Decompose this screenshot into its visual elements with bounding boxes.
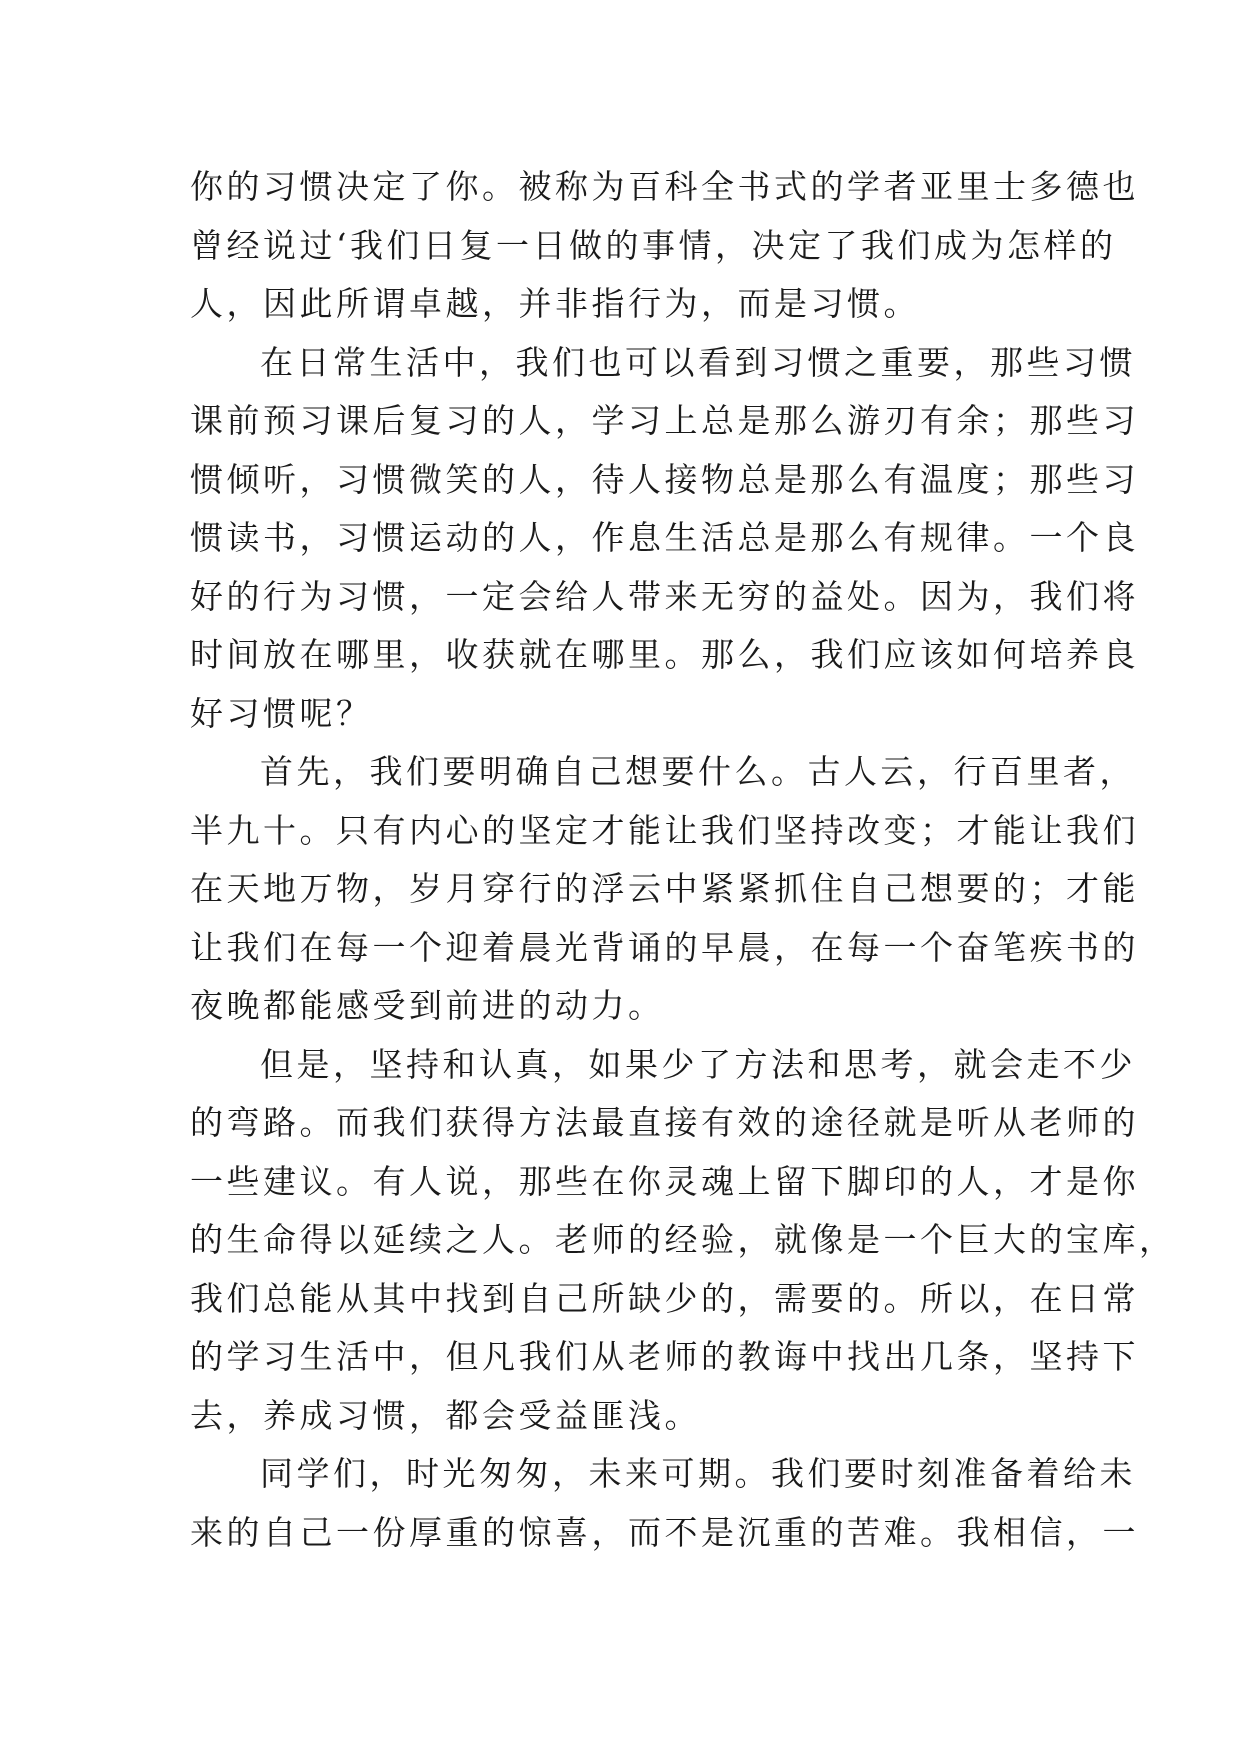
text-line: 我们总能从其中找到自己所缺少的，需要的。所以，在日常 (190, 1278, 1139, 1318)
text-line: 好的行为习惯，一定会给人带来无穷的益处。因为，我们将 (190, 576, 1139, 616)
text-line: 夜晚都能感受到前进的动力。 (190, 986, 665, 1025)
text-line: 惯倾听，习惯微笑的人，待人接物总是那么有温度；那些习 (190, 459, 1139, 499)
text-line: 曾经说过‘我们日复一日做的事情，决定了我们成为怎样的 (190, 225, 1117, 265)
text-line: 课前预习课后复习的人，学习上总是那么游刃有余；那些习 (190, 401, 1139, 440)
text-line: 人，因此所谓卓越，并非指行为，而是习惯。 (190, 284, 920, 323)
paragraph-first-line: 在日常生活中，我们也可以看到习惯之重要，那些习惯 (260, 342, 1136, 382)
paragraph-first-line: 同学们，时光匆匆，未来可期。我们要时刻准备着给未 (260, 1454, 1136, 1493)
paragraph-first-line: 但是，坚持和认真，如果少了方法和思考，就会走不少 (260, 1044, 1136, 1084)
text-line: 的生命得以延续之人。老师的经验，就像是一个巨大的宝库， (190, 1220, 1176, 1259)
document-body (190, 158, 1176, 1562)
text-line: 惯读书，习惯运动的人，作息生活总是那么有规律。一个良 (190, 518, 1139, 557)
text-line: 让我们在每一个迎着晨光背诵的早晨，在每一个奋笔疾书的 (190, 927, 1139, 967)
text-line: 的学习生活中，但凡我们从老师的教诲中找出几条，坚持下 (190, 1337, 1139, 1376)
text-line: 一些建议。有人说，那些在你灵魂上留下脚印的人，才是你 (190, 1161, 1139, 1201)
text-line: 半九十。只有内心的坚定才能让我们坚持改变；才能让我们 (190, 810, 1139, 850)
text-line: 去，养成习惯，都会受益匪浅。 (190, 1395, 701, 1435)
paragraph-first-line: 首先，我们要明确自己想要什么。古人云，行百里者， (260, 752, 1136, 791)
text-line: 时间放在哪里，收获就在哪里。那么，我们应该如何培养良 (190, 635, 1139, 674)
text-line: 的弯路。而我们获得方法最直接有效的途径就是听从老师的 (190, 1103, 1139, 1142)
text-line: 你的习惯决定了你。被称为百科全书式的学者亚里士多德也 (190, 167, 1139, 206)
text-line: 在天地万物，岁月穿行的浮云中紧紧抓住自己想要的；才能 (190, 869, 1139, 908)
text-line: 来的自己一份厚重的惊喜，而不是沉重的苦难。我相信，一 (190, 1512, 1139, 1552)
text-line: 好习惯呢？ (190, 693, 373, 733)
